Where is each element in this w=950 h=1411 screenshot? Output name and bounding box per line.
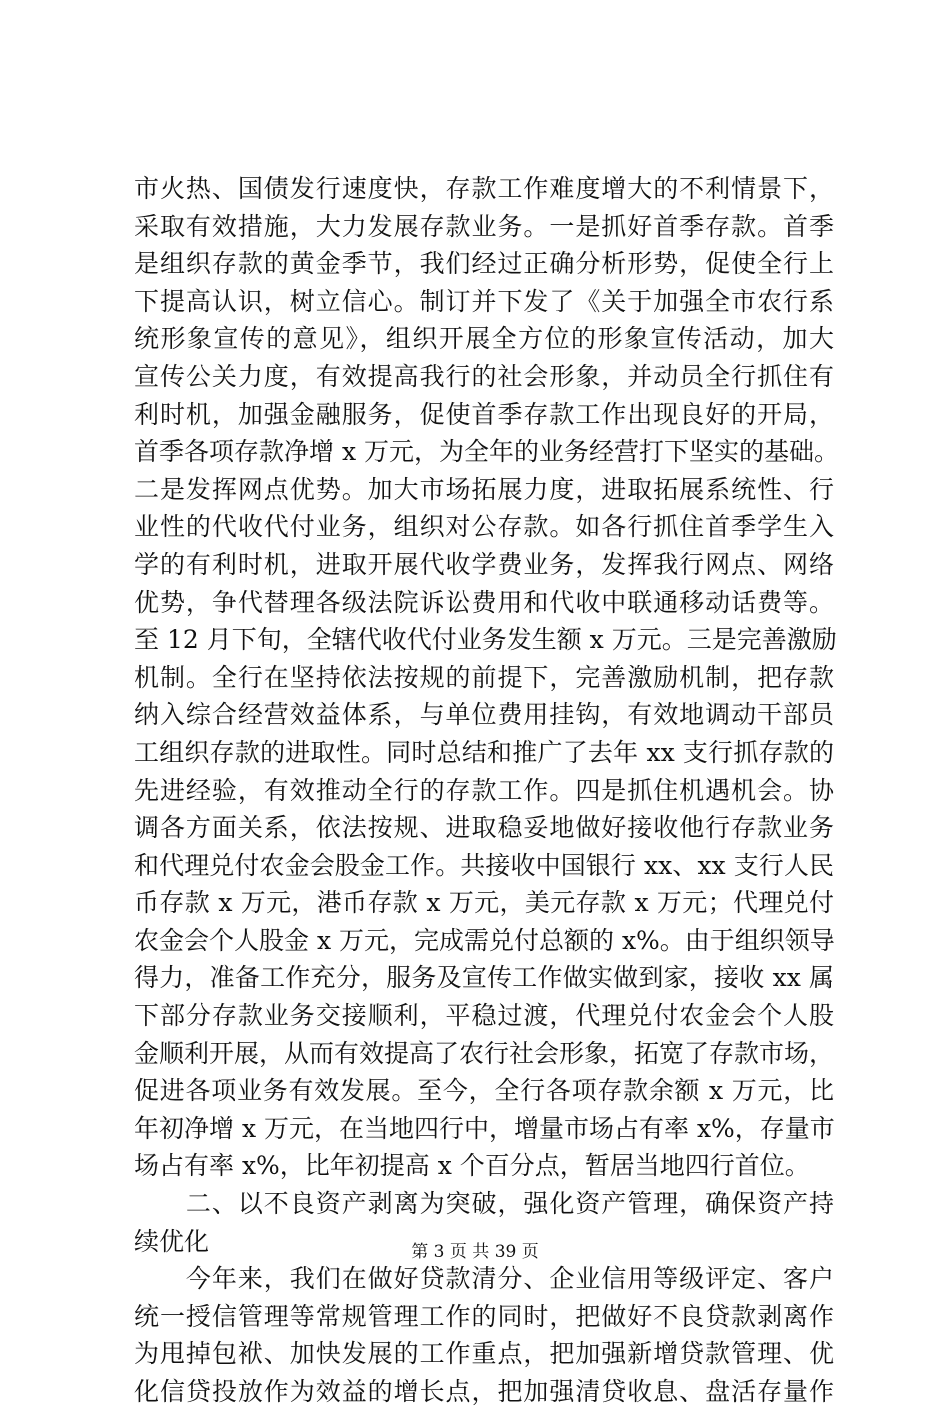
- text-line: 是组织存款的黄金季节，我们经过正确分析形势，促使全行上: [134, 249, 834, 279]
- text-line: 下提高认识，树立信心。制订并下发了《关于加强全市农行系: [134, 286, 834, 316]
- text-line: 为甩掉包袱、加快发展的工作重点，把加强新增贷款管理、优: [134, 1339, 834, 1369]
- document-body: [134, 170, 839, 1411]
- text-line: 金顺利开展，从而有效提高了农行社会形象，拓宽了存款市场，: [134, 1038, 835, 1068]
- text-line: 年初净增 x 万元，在当地四行中，增量市场占有率 x%，存量市: [134, 1113, 835, 1143]
- text-line: 统形象宣传的意见》，组织开展全方位的形象宣传活动，加大: [134, 324, 834, 354]
- text-line: 机制。全行在坚持依法按规的前提下，完善激励机制，把存款: [134, 662, 834, 692]
- text-line: 利时机，加强金融服务，促使首季存款工作出现良好的开局，: [134, 399, 834, 429]
- text-line: 调各方面关系，依法按规、进取稳妥地做好接收他行存款业务: [134, 813, 834, 843]
- text-line: 化信贷投放作为效益的增长点，把加强清贷收息、盘活存量作: [134, 1377, 834, 1406]
- text-line: 业性的代收代付业务，组织对公存款。如各行抓住首季学生入: [134, 512, 834, 542]
- text-line: 优势，争代替理各级法院诉讼费用和代收中联通移动话费等。: [134, 587, 834, 617]
- text-line: 市火热、国债发行速度快，存款工作难度增大的不利情景下，: [134, 174, 834, 203]
- text-line: 和代理兑付农金会股金工作。共接收中国银行 xx、xx 支行人民: [134, 850, 834, 880]
- text-line: 币存款 x 万元，港币存款 x 万元，美元存款 x 万元；代理兑付: [134, 888, 834, 918]
- text-line: 工组织存款的进取性。同时总结和推广了去年 xx 支行抓存款的: [134, 737, 834, 767]
- text-line: 统一授信管理等常规管理工作的同时，把做好不良贷款剥离作: [134, 1301, 834, 1331]
- text-line: 下部分存款业务交接顺利，平稳过渡，代理兑付农金会个人股: [134, 1001, 834, 1031]
- text-line: 续优化: [134, 1226, 210, 1256]
- text-line: 采取有效措施，大力发展存款业务。一是抓好首季存款。首季: [134, 211, 834, 241]
- text-line: 促进各项业务有效发展。至今，全行各项存款余额 x 万元，比: [134, 1076, 834, 1106]
- text-line: 二、以不良资产剥离为突破，强化资产管理，确保资产持: [134, 1189, 834, 1219]
- text-line: 首季各项存款净增 x 万元，为全年的业务经营打下坚实的基础。: [134, 437, 839, 467]
- page-number-footer: 第 3 页 共 39 页: [411, 1242, 539, 1262]
- text-line: 先进经验，有效推动全行的存款工作。四是抓住机遇机会。协: [134, 775, 834, 805]
- text-line: 今年来，我们在做好贷款清分、企业信用等级评定、客户: [134, 1264, 834, 1294]
- text-line: 得力，准备工作充分，服务及宣传工作做实做到家，接收 xx 属: [134, 963, 834, 993]
- text-line: 农金会个人股金 x 万元，完成需兑付总额的 x%。由于组织领导: [134, 925, 835, 955]
- text-line: 学的有利时机，进取开展代收学费业务，发挥我行网点、网络: [134, 549, 834, 579]
- text-line: 场占有率 x%，比年初提高 x 个百分点，暂居当地四行首位。: [134, 1151, 810, 1181]
- text-line: 宣传公关力度，有效提高我行的社会形象，并动员全行抓住有: [134, 361, 834, 391]
- text-line: 二是发挥网点优势。加大市场拓展力度，进取拓展系统性、行: [134, 474, 834, 504]
- text-line: 纳入综合经营效益体系，与单位费用挂钩，有效地调动干部员: [134, 700, 834, 730]
- text-line: 至 12 月下旬，全辖代收代付业务发生额 x 万元。三是完善激励: [134, 625, 837, 655]
